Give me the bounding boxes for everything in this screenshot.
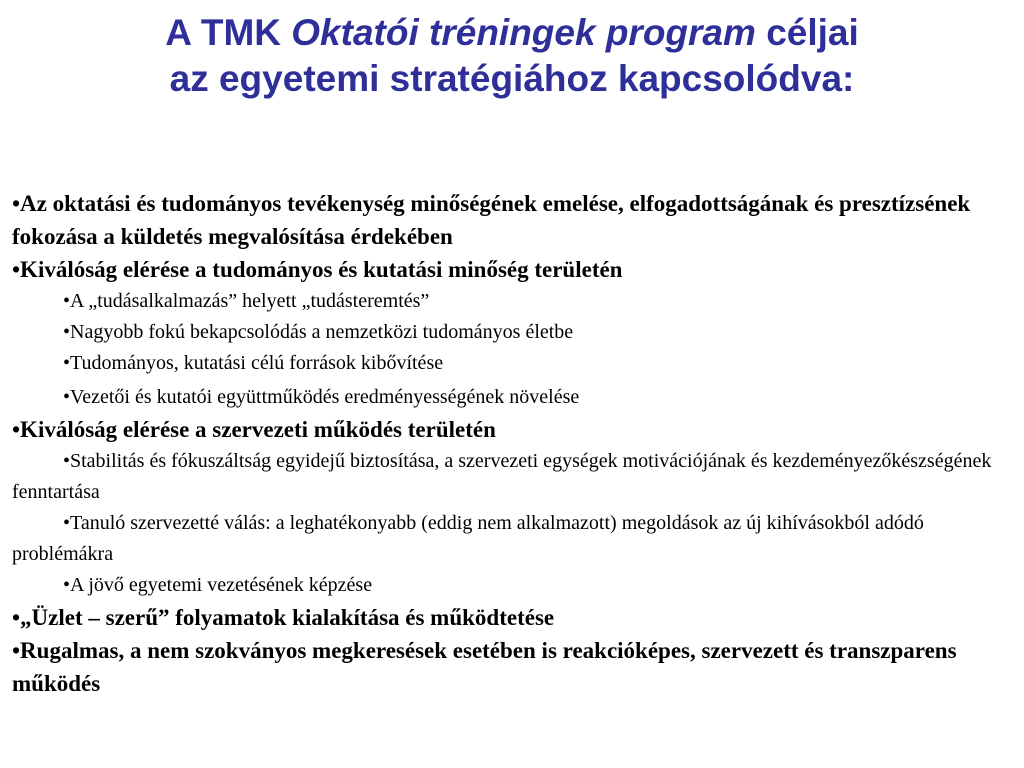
bullet-organizational-excellence: •Kiválóság elérése a szervezeti működés területén xyxy=(12,417,496,442)
title-line-2: az egyetemi stratégiához kapcsolódva: xyxy=(169,58,855,99)
sub-bullet-future-leadership: •A jövő egyetemi vezetésének képzése xyxy=(63,574,373,596)
sub-bullet-cooperation: •Vezetői és kutatói együttműködés eredményességének növelése xyxy=(63,386,580,408)
bullet-business-processes: •„Üzlet – szerű” folyamatok kialakítása és működtetése xyxy=(12,605,555,630)
bullet-list xyxy=(12,187,1020,700)
sub-bullet-learning-org: •Tanuló szervezetté válás: a leghatékonyabb (eddig nem alkalmazott) megoldások az új kihívásokból adódó problémákra xyxy=(12,512,924,565)
slide-title xyxy=(0,10,1024,102)
sub-bullet-stability: •Stabilitás és fókuszáltság egyidejű biztosítása, a szervezeti egységek motivációjának és kezdeményezőkészségének fenntartása xyxy=(12,450,992,503)
sub-bullet-international: •Nagyobb fokú bekapcsolódás a nemzetközi tudományos életbe xyxy=(63,321,574,343)
bullet-research-excellence: •Kiválóság elérése a tudományos és kutatási minőség területén xyxy=(12,257,623,282)
bullet-flexible-operation: •Rugalmas, a nem szokványos megkeresések esetében is reakcióképes, szervezett és transzparens működés xyxy=(12,638,957,696)
title-italic-program: Oktatói tréningek program xyxy=(291,12,756,53)
sub-bullet-funding: •Tudományos, kutatási célú források kibővítése xyxy=(63,352,444,374)
bullet-quality: •Az oktatási és tudományos tevékenység minőségének emelése, elfogadottságának és presztízsének fokozása a küldetés megvalósítása érdekében xyxy=(12,191,971,249)
sub-bullet-knowledge-creation: •A „tudásalkalmazás” helyett „tudásteremtés” xyxy=(63,290,430,312)
title-line-1: A TMK Oktatói tréningek program céljai xyxy=(165,12,859,53)
